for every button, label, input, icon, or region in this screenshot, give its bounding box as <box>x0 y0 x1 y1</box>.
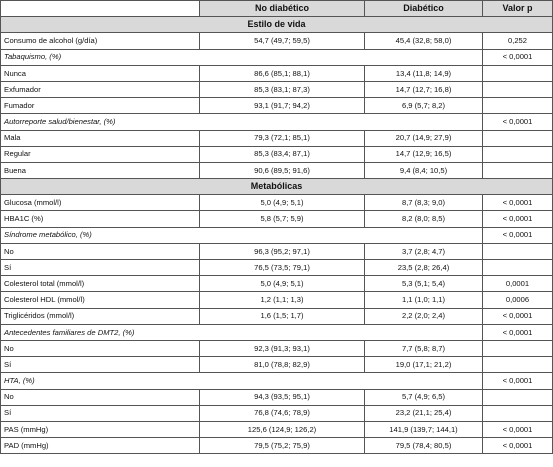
p-value: < 0,0001 <box>483 308 553 324</box>
non-diabetic-value: 1,6 (1,5; 1,7) <box>200 308 365 324</box>
row-label: Fumador <box>1 98 200 114</box>
row-label: Regular <box>1 146 200 162</box>
diabetic-value: 19,0 (17,1; 21,2) <box>365 357 483 373</box>
non-diabetic-value: 54,7 (49,7; 59,5) <box>200 33 365 49</box>
p-value <box>483 357 553 373</box>
non-diabetic-value: 5,0 (4,9; 5,1) <box>200 195 365 211</box>
subcategory-row <box>1 260 553 276</box>
subcategory-row <box>1 357 553 373</box>
p-value <box>483 98 553 114</box>
subcategory-row <box>1 340 553 356</box>
header-diabetic: Diabético <box>365 1 483 17</box>
section-title: Metabólicas <box>1 179 553 195</box>
p-value: < 0,0001 <box>483 421 553 437</box>
diabetic-value: 1,1 (1,0; 1,1) <box>365 292 483 308</box>
diabetic-value: 45,4 (32,8; 58,0) <box>365 33 483 49</box>
subcategory-row <box>1 243 553 259</box>
non-diabetic-value: 5,0 (4,9; 5,1) <box>200 276 365 292</box>
section-header-row <box>1 17 553 33</box>
diabetic-value: 8,2 (8,0; 8,5) <box>365 211 483 227</box>
non-diabetic-value: 86,6 (85,1; 88,1) <box>200 65 365 81</box>
table-row <box>1 195 553 211</box>
category-label: Síndrome metabólico, (%) <box>1 227 483 243</box>
p-value <box>483 162 553 178</box>
non-diabetic-value: 5,8 (5,7; 5,9) <box>200 211 365 227</box>
non-diabetic-value: 81,0 (78,8; 82,9) <box>200 357 365 373</box>
non-diabetic-value: 96,3 (95,2; 97,1) <box>200 243 365 259</box>
non-diabetic-value: 76,8 (74,6; 78,9) <box>200 405 365 421</box>
row-label: HBA1C (%) <box>1 211 200 227</box>
non-diabetic-value: 79,3 (72,1; 85,1) <box>200 130 365 146</box>
category-label: Tabaquismo, (%) <box>1 49 483 65</box>
non-diabetic-value: 92,3 (91,3; 93,1) <box>200 340 365 356</box>
p-value: 0,0001 <box>483 276 553 292</box>
table-row <box>1 292 553 308</box>
diabetic-value: 8,7 (8,3; 9,0) <box>365 195 483 211</box>
section-title: Estilo de vida <box>1 17 553 33</box>
p-value: < 0,0001 <box>483 227 553 243</box>
non-diabetic-value: 79,5 (75,2; 75,9) <box>200 438 365 454</box>
row-label: Glucosa (mmol/l) <box>1 195 200 211</box>
subcategory-row <box>1 389 553 405</box>
p-value <box>483 65 553 81</box>
p-value <box>483 81 553 97</box>
category-label: Autorreporte salud/bienestar, (%) <box>1 114 483 130</box>
subcategory-row <box>1 162 553 178</box>
p-value: < 0,0001 <box>483 195 553 211</box>
diabetic-value: 5,3 (5,1; 5,4) <box>365 276 483 292</box>
row-label: Colesterol total (mmol/l) <box>1 276 200 292</box>
diabetic-value: 7,7 (5,8; 8,7) <box>365 340 483 356</box>
p-value: < 0,0001 <box>483 211 553 227</box>
table-row <box>1 421 553 437</box>
row-label: Triglicéridos (mmol/l) <box>1 308 200 324</box>
diabetic-value: 79,5 (78,4; 80,5) <box>365 438 483 454</box>
non-diabetic-value: 1,2 (1,1; 1,3) <box>200 292 365 308</box>
p-value <box>483 389 553 405</box>
header-non-diabetic: No diabético <box>200 1 365 17</box>
diabetic-value: 23,5 (2,8; 26,4) <box>365 260 483 276</box>
non-diabetic-value: 76,5 (73,5; 79,1) <box>200 260 365 276</box>
row-label: Sí <box>1 357 200 373</box>
diabetic-value: 6,9 (5,7; 8,2) <box>365 98 483 114</box>
p-value: 0,0006 <box>483 292 553 308</box>
subcategory-row <box>1 130 553 146</box>
p-value: < 0,0001 <box>483 324 553 340</box>
diabetic-value: 2,2 (2,0; 2,4) <box>365 308 483 324</box>
row-label: PAD (mmHg) <box>1 438 200 454</box>
row-label: No <box>1 389 200 405</box>
table-row <box>1 308 553 324</box>
category-row <box>1 373 553 389</box>
p-value <box>483 146 553 162</box>
section-header-row <box>1 179 553 195</box>
row-label: Mala <box>1 130 200 146</box>
subcategory-row <box>1 65 553 81</box>
category-row <box>1 49 553 65</box>
row-label: Nunca <box>1 65 200 81</box>
p-value <box>483 243 553 259</box>
category-row <box>1 324 553 340</box>
row-label: Exfumador <box>1 81 200 97</box>
row-label: Consumo de alcohol (g/día) <box>1 33 200 49</box>
non-diabetic-value: 85,3 (83,1; 87,3) <box>200 81 365 97</box>
row-label: Colesterol HDL (mmol/l) <box>1 292 200 308</box>
subcategory-row <box>1 405 553 421</box>
p-value <box>483 405 553 421</box>
header-row <box>1 1 553 17</box>
subcategory-row <box>1 146 553 162</box>
diabetic-value: 141,9 (139,7; 144,1) <box>365 421 483 437</box>
category-label: Antecedentes familiares de DMT2, (%) <box>1 324 483 340</box>
subcategory-row <box>1 81 553 97</box>
non-diabetic-value: 93,1 (91,7; 94,2) <box>200 98 365 114</box>
diabetic-value: 14,7 (12,7; 16,8) <box>365 81 483 97</box>
non-diabetic-value: 90,6 (89,5; 91,6) <box>200 162 365 178</box>
diabetic-value: 14,7 (12,9; 16,5) <box>365 146 483 162</box>
diabetic-value: 13,4 (11,8; 14,9) <box>365 65 483 81</box>
non-diabetic-value: 125,6 (124,9; 126,2) <box>200 421 365 437</box>
p-value: < 0,0001 <box>483 49 553 65</box>
table-row <box>1 438 553 454</box>
diabetic-value: 20,7 (14,9; 27,9) <box>365 130 483 146</box>
row-label: Sí <box>1 260 200 276</box>
non-diabetic-value: 85,3 (83,4; 87,1) <box>200 146 365 162</box>
diabetic-value: 5,7 (4,9; 6,5) <box>365 389 483 405</box>
p-value: < 0,0001 <box>483 114 553 130</box>
p-value <box>483 130 553 146</box>
category-row <box>1 227 553 243</box>
subcategory-row <box>1 98 553 114</box>
table-row <box>1 211 553 227</box>
row-label: No <box>1 340 200 356</box>
header-p-value: Valor p <box>483 1 553 17</box>
category-label: HTA, (%) <box>1 373 483 389</box>
p-value: < 0,0001 <box>483 438 553 454</box>
row-label: PAS (mmHg) <box>1 421 200 437</box>
row-label: Buena <box>1 162 200 178</box>
non-diabetic-value: 94,3 (93,5; 95,1) <box>200 389 365 405</box>
row-label: Sí <box>1 405 200 421</box>
table-row <box>1 276 553 292</box>
p-value <box>483 260 553 276</box>
diabetic-value: 23,2 (21,1; 25,4) <box>365 405 483 421</box>
diabetic-value: 3,7 (2,8; 4,7) <box>365 243 483 259</box>
diabetic-value: 9,4 (8,4; 10,5) <box>365 162 483 178</box>
row-label: No <box>1 243 200 259</box>
table-body <box>1 17 553 454</box>
p-value: 0,252 <box>483 33 553 49</box>
p-value: < 0,0001 <box>483 373 553 389</box>
table-row <box>1 33 553 49</box>
header-variable <box>1 1 200 17</box>
category-row <box>1 114 553 130</box>
p-value <box>483 340 553 356</box>
